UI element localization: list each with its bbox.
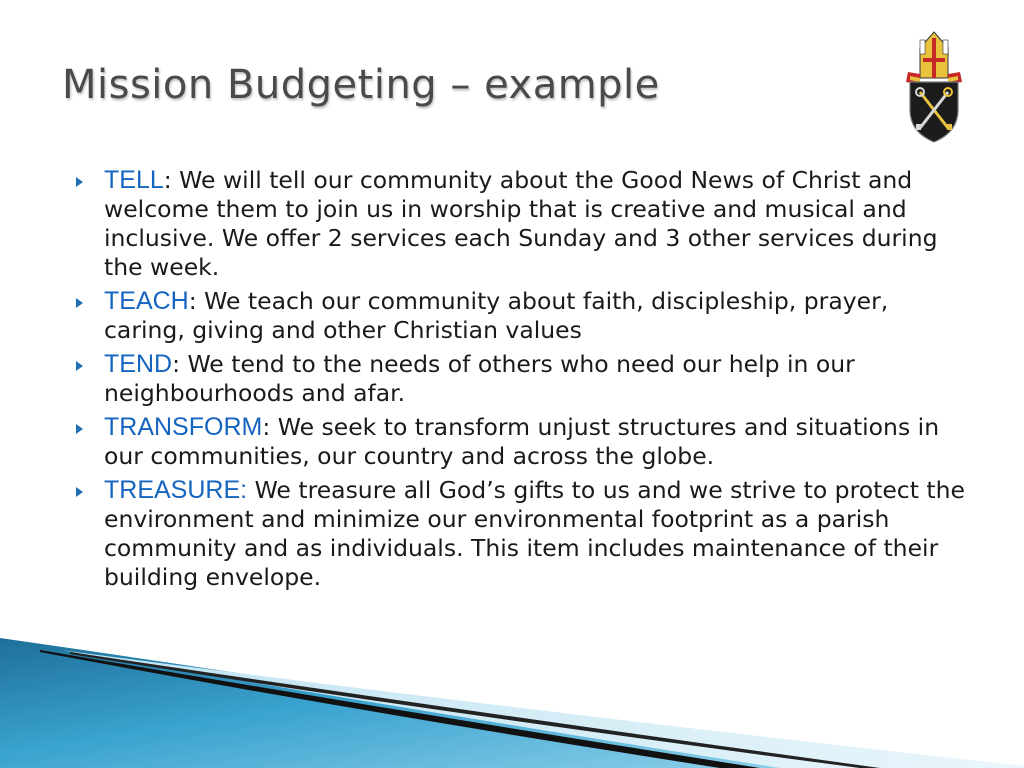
bullet-term: TRANSFORM [104, 413, 263, 441]
bullet-text: We treasure all God’s gifts to us and we strive to protect the environment and minimize our environmental footprint as a parish community and as individuals. This item includes maintenance of their building envelope. [104, 476, 965, 591]
bullet-term: TELL [104, 166, 164, 194]
bullet-term: TREASURE: [104, 476, 248, 504]
triangle-bullet-icon [76, 487, 83, 497]
bullet-term: TEND [104, 350, 173, 378]
bullet-text: : We teach our community about faith, discipleship, prayer, caring, giving and other Christian values [104, 287, 889, 344]
triangle-bullet-icon [76, 298, 83, 308]
bullet-item-treasure [72, 476, 967, 592]
diocese-crest-logo [896, 28, 972, 146]
triangle-bullet-icon [76, 424, 83, 434]
triangle-bullet-icon [76, 177, 83, 187]
bullet-text: : We will tell our community about the Good News of Christ and welcome them to join us in worship that is creative and musical and inclusive. We offer 2 services each Sunday and 3 other services during the week. [104, 166, 938, 281]
bullet-item-teach [72, 287, 967, 345]
bullet-text: : We tend to the needs of others who need our help in our neighbourhoods and afar. [104, 350, 855, 407]
bullet-text: : We seek to transform unjust structures and situations in our communities, our country and across the globe. [104, 413, 940, 470]
triangle-bullet-icon [76, 361, 83, 371]
bullet-item-transform [72, 413, 967, 471]
bullet-term: TEACH [104, 287, 189, 315]
bullet-item-tend [72, 350, 967, 408]
bullet-item-tell [72, 166, 967, 282]
bullet-list [72, 166, 967, 597]
decorative-wave-footer [0, 638, 1024, 768]
slide-title: Mission Budgeting – example [62, 62, 660, 108]
